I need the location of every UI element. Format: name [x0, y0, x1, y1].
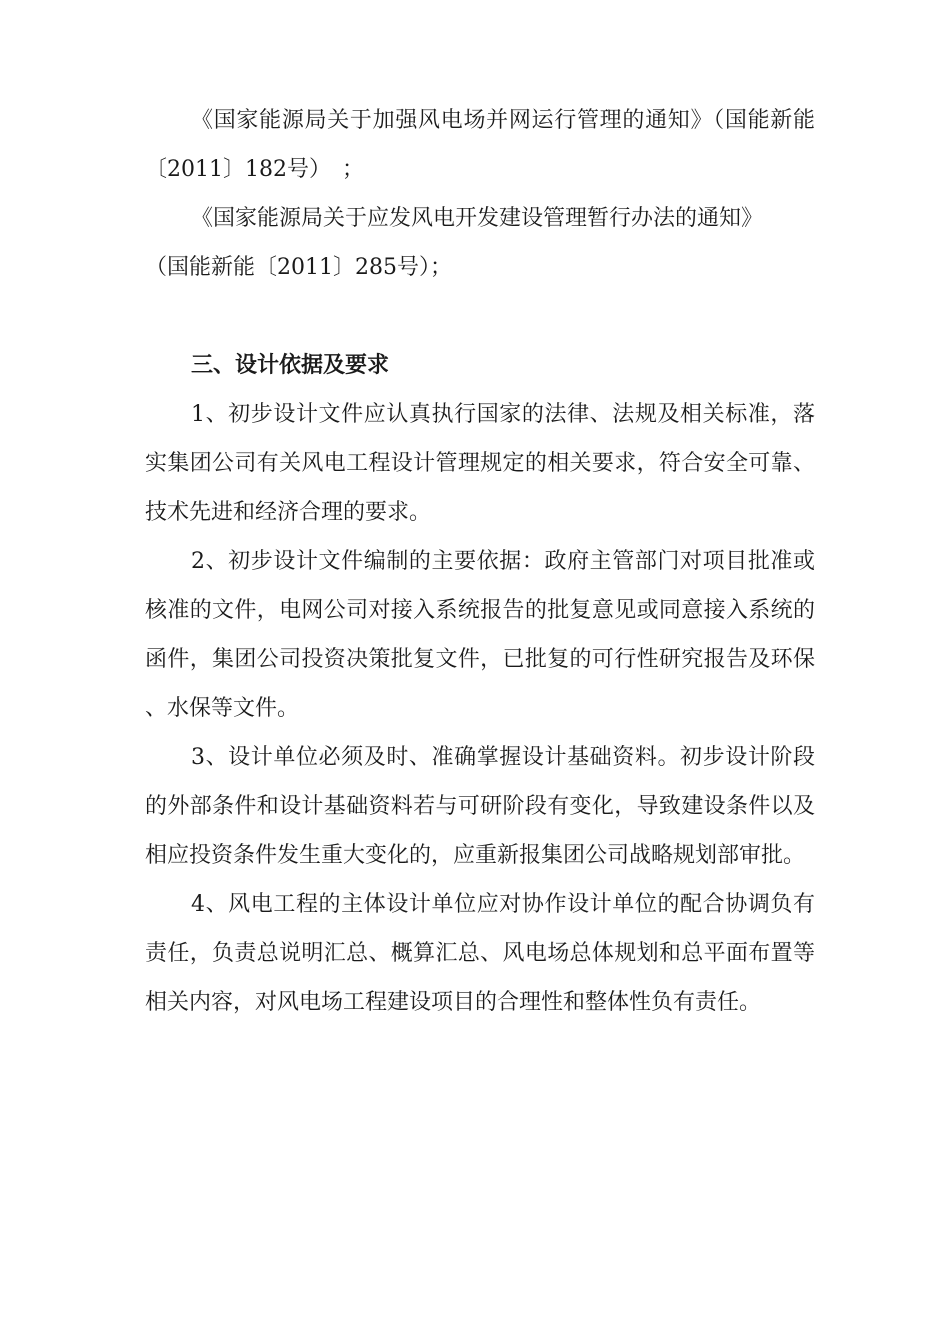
blank-line	[145, 292, 815, 341]
requirement-paragraph-3: 3、设计单位必须及时、准确掌握设计基础资料。初步设计阶段的外部条件和设计基础资料若与可研阶段有变化，导致建设条件以及相应投资条件发生重大变化的，应重新报集团公司战略规划部审批。	[145, 745, 815, 868]
requirement-paragraph-1: 1、初步设计文件应认真执行国家的法律、法规及相关标准，落实集团公司有关风电工程设计管理规定的相关要求，符合安全可靠、技术先进和经济合理的要求。	[145, 402, 815, 525]
requirement-paragraph-4: 4、风电工程的主体设计单位应对协作设计单位的配合协调负有责任，负责总说明汇总、概算汇总、风电场总体规划和总平面布置等相关内容，对风电场工程建设项目的合理性和整体性负有责任。	[145, 892, 815, 1015]
reference-2-line-2: （国能新能〔2011〕285号）；	[145, 255, 452, 280]
requirement-paragraph-2: 2、初步设计文件编制的主要依据：政府主管部门对项目批准或核准的文件，电网公司对接入系统报告的批复意见或同意接入系统的函件，集团公司投资决策批复文件，已批复的可行性研究报告及环保、水保等文件。	[145, 549, 815, 721]
section-heading: 三、设计依据及要求	[191, 353, 390, 378]
document-body	[145, 96, 815, 1027]
reference-paragraph-1: 《国家能源局关于加强风电场并网运行管理的通知》（国能新能〔2011〕182号） ；	[145, 108, 815, 182]
reference-paragraph-2	[145, 194, 815, 292]
reference-2-line-1: 《国家能源局关于应发风电开发建设管理暂行办法的通知》	[191, 206, 764, 231]
